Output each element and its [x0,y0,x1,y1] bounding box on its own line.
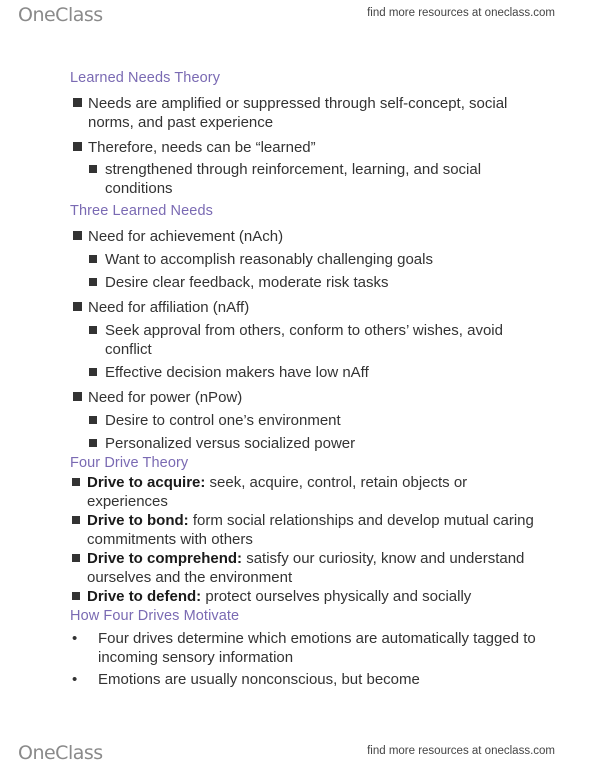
logo-text: OneClass [18,4,103,26]
bullet-need-affiliation: Need for affiliation (nAff) [70,298,540,317]
resources-link-footer[interactable]: find more resources at oneclass.com [367,745,555,757]
bullet-needs-learned: Therefore, needs can be “learned” [70,138,540,157]
section-title-learned-needs: Learned Needs Theory [70,70,221,86]
drive-defend-text: protect ourselves physically and socially [201,588,472,605]
bullet-drive-bond [70,511,540,549]
bullet-need-achievement: Need for achievement (nAch) [70,227,540,246]
subbullet-accomplish-goals: Want to accomplish reasonably challenging goals [70,250,540,269]
drive-acquire-term: Drive to acquire: [87,474,206,491]
bullet-drive-comprehend [70,549,540,587]
oneclass-logo-footer[interactable] [18,742,103,764]
subbullet-seek-approval: Seek approval from others, conform to others’ wishes, avoid conflict [70,321,540,359]
page-footer [0,738,595,770]
bullet-drive-acquire [70,473,540,511]
page-header [0,0,595,32]
drive-defend-term: Drive to defend: [87,588,202,605]
drive-comprehend-text: satisfy our curiosity, know and understand ourselves and the environment [87,550,525,586]
oneclass-logo[interactable] [18,4,103,26]
subbullet-strengthened: strengthened through reinforcement, learning, and social conditions [70,160,540,198]
bullet-four-drives-determine: • Four drives determine which emotions are automatically tagged to incoming sensory information [70,629,540,667]
bullet-emotions-nonconscious: • Emotions are usually nonconscious, but become [70,670,540,689]
bullet-needs-amplified: Needs are amplified or suppressed through self-concept, social norms, and past experience [70,94,540,132]
subbullet-personalized-power: Personalized versus socialized power [70,434,540,453]
document-content [70,68,540,689]
drive-bond-text: form social relationships and develop mutual caring commitments with others [87,512,534,548]
drive-acquire-text: seek, acquire, control, retain objects or experiences [87,474,468,510]
drive-bond-term: Drive to bond: [87,512,189,529]
drive-comprehend-term: Drive to comprehend: [87,550,243,567]
bullet-need-power: Need for power (nPow) [70,388,540,407]
subbullet-clear-feedback: Desire clear feedback, moderate risk tasks [70,273,540,292]
subbullet-control-environment: Desire to control one’s environment [70,411,540,430]
resources-link[interactable]: find more resources at oneclass.com [367,7,555,19]
logo-text-footer: OneClass [18,742,103,764]
section-title-how-drives-motivate: How Four Drives Motivate [70,608,240,624]
subbullet-decision-makers: Effective decision makers have low nAff [70,363,540,382]
section-title-four-drive: Four Drive Theory [70,455,189,471]
bullet-drive-defend [70,587,540,606]
section-title-three-needs: Three Learned Needs [70,203,213,219]
